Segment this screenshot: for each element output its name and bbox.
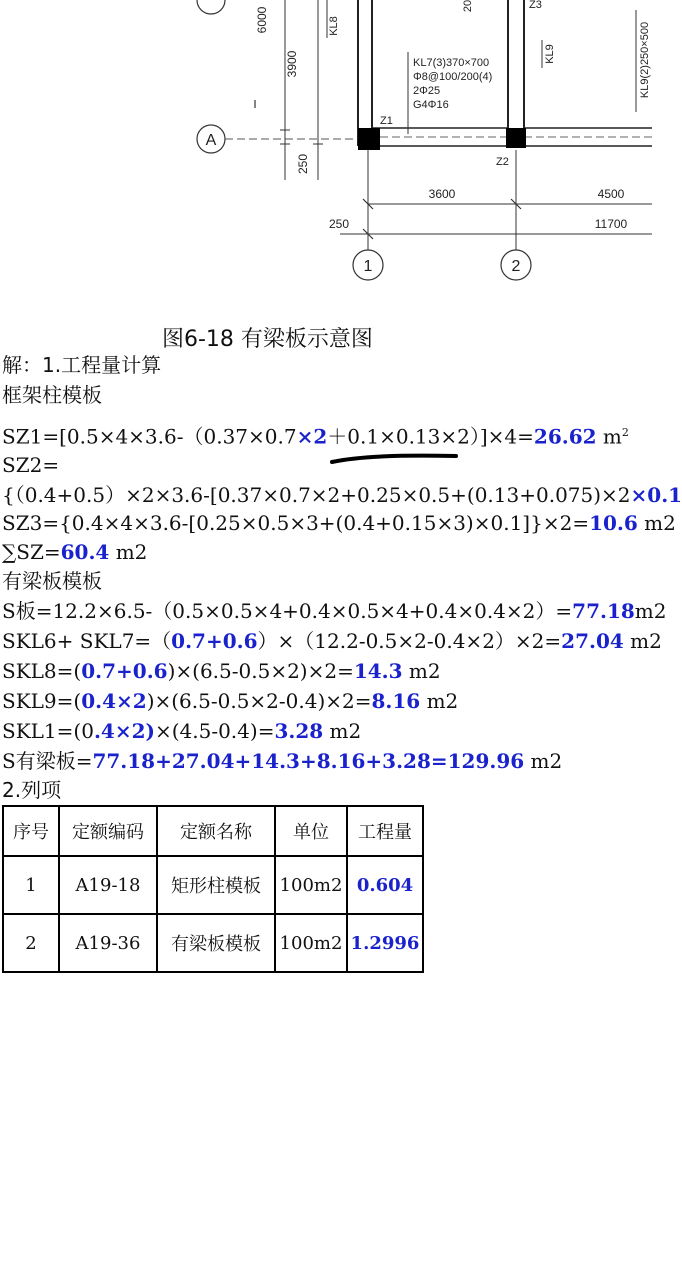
header-unit: 单位 bbox=[275, 806, 347, 856]
cell-unit: 100m2 bbox=[275, 856, 347, 914]
formula-skl1: SKL1=(0.4×2)×(4.5-0.4)=3.28 m2 bbox=[2, 719, 362, 743]
header-quota-code: 定额编码 bbox=[59, 806, 157, 856]
dim-250-vertical: 250 bbox=[296, 153, 310, 175]
formula-s-total: S有梁板=77.18+27.04+14.3+8.16+3.28=129.96 m2 bbox=[2, 749, 563, 773]
kl7-line-1: KL7(3)370×700 bbox=[413, 57, 490, 69]
formula-skl6-skl7: SKL6+ SKL7=（0.7+0.6）×（12.2-0.5×2-0.4×2）×2=27.04 m2 bbox=[2, 629, 662, 653]
quota-table bbox=[2, 805, 424, 973]
formula-sum-sz: ∑SZ=60.4 m2 bbox=[2, 540, 148, 564]
header-index: 序号 bbox=[3, 806, 59, 856]
cell-quota-code: A19-18 bbox=[59, 856, 157, 914]
axis-a-label: A bbox=[205, 132, 217, 149]
section-listing: 2.列项 bbox=[2, 778, 62, 802]
label-20: 20 bbox=[462, 0, 474, 13]
cell-quantity: 1.2996 bbox=[347, 914, 423, 972]
cell-index: 2 bbox=[3, 914, 59, 972]
column-z1 bbox=[358, 128, 380, 150]
floor-plan-drawing bbox=[0, 0, 652, 310]
kl7-line-2: Φ8@100/200(4) bbox=[413, 71, 493, 83]
table-header-row bbox=[3, 806, 423, 856]
label-kl9: KL9 bbox=[544, 44, 556, 64]
table-row bbox=[3, 914, 423, 972]
section-column-formwork: 框架柱模板 bbox=[2, 383, 102, 407]
formula-skl8: SKL8=(0.7+0.6)×(6.5-0.5×2)×2=14.3 m2 bbox=[2, 659, 441, 683]
label-z3: Z3 bbox=[529, 0, 542, 11]
formula-sz1: SZ1=[0.5×4×3.6-（0.37×0.7×2＋0.1×0.13×2）]×4=26.62 $m^2$ bbox=[2, 424, 629, 449]
figure-caption: 图6-18 有梁板示意图 bbox=[162, 327, 373, 352]
cell-quota-code: A19-36 bbox=[59, 914, 157, 972]
dim-4500: 4500 bbox=[597, 187, 625, 201]
cell-quota-name: 矩形柱模板 bbox=[157, 856, 275, 914]
column-z2 bbox=[506, 128, 526, 148]
formula-sz2-label: SZ2= bbox=[2, 453, 60, 477]
header-quota-name: 定额名称 bbox=[157, 806, 275, 856]
cell-unit: 100m2 bbox=[275, 914, 347, 972]
label-kl8: KL8 bbox=[328, 16, 340, 36]
section-slab-formwork: 有梁板模板 bbox=[2, 569, 102, 593]
cell-quota-name: 有梁板模板 bbox=[157, 914, 275, 972]
formula-skl9: SKL9=(0.4×2)×(6.5-0.5×2-0.4)×2=8.16 m2 bbox=[2, 689, 459, 713]
formula-s-slab: S板=12.2×6.5-（0.5×0.5×4+0.4×0.5×4+0.4×0.4×2）=77.18m2 bbox=[2, 599, 667, 623]
axis-1-label: 1 bbox=[363, 258, 373, 275]
dim-250-horizontal: 250 bbox=[328, 217, 350, 231]
axis-2-label: 2 bbox=[511, 258, 521, 275]
handwritten-underline bbox=[330, 450, 460, 466]
table-row bbox=[3, 856, 423, 914]
label-z1: Z1 bbox=[380, 115, 393, 127]
dim-11700: 11700 bbox=[594, 217, 628, 231]
solution-heading: 解：1.工程量计算 bbox=[2, 353, 162, 377]
header-quantity: 工程量 bbox=[347, 806, 423, 856]
dim-3900: 3900 bbox=[285, 50, 299, 78]
label-z2: Z2 bbox=[496, 156, 509, 168]
dim-6000: 6000 bbox=[255, 6, 269, 34]
label-kl9-spec: KL9(2)250×500 bbox=[639, 21, 651, 99]
kl7-line-3: 2Φ25 bbox=[413, 85, 441, 97]
formula-sz3: SZ3={0.4×4×3.6-[0.25×0.5×3+(0.4+0.15×3)×0.1]}×2=10.6 m2 bbox=[2, 511, 676, 535]
formula-sz2: {（0.4+0.5）×2×3.6-[0.37×0.7×2+0.25×0.5+(0.13+0.075)×2×0.1 bbox=[2, 483, 682, 507]
cell-quantity: 0.604 bbox=[347, 856, 423, 914]
kl7-line-4: G4Φ16 bbox=[413, 99, 449, 111]
cell-index: 1 bbox=[3, 856, 59, 914]
dim-3600: 3600 bbox=[428, 187, 456, 201]
